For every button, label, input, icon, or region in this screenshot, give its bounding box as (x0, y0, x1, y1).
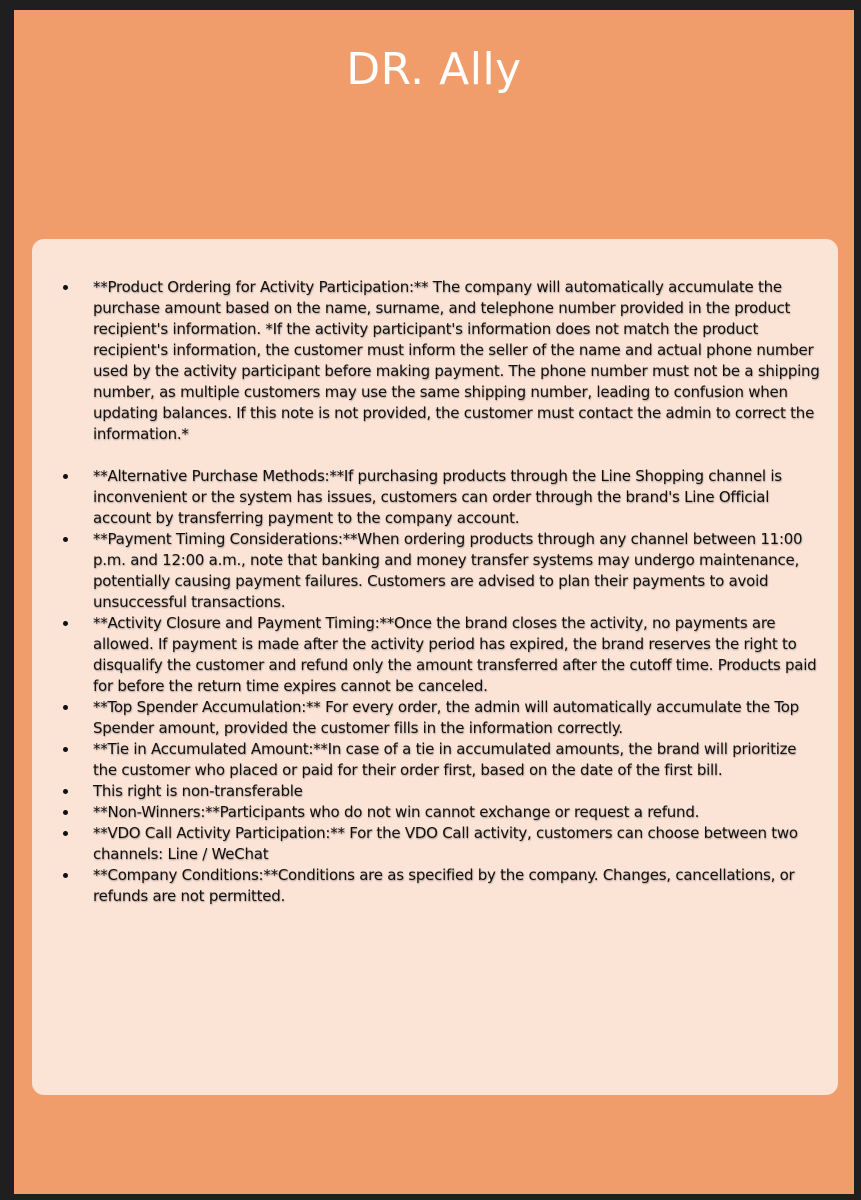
terms-list (59, 277, 821, 907)
page (14, 10, 854, 1194)
term-product-ordering: **Product Ordering for Activity Participation:** The company will automatically accumulate the purchase amount based on the name, surname, and telephone number provided in the product recipient's information. *If the activity participant's information does not match the product recipient's information, the customer must inform the seller of the name and actual phone number used by the activity participant before making payment. The phone number must not be a shipping number, as multiple customers may use the same shipping number, leading to confusion when updating balances. If this note is not provided, the customer must contact the admin to correct the information.* (59, 277, 821, 445)
term-alternative-purchase: **Alternative Purchase Methods:**If purchasing products through the Line Shopping channel is inconvenient or the system has issues, customers can order through the brand's Line Official account by transferring payment to the company account. (59, 466, 821, 529)
term-top-spender: **Top Spender Accumulation:** For every order, the admin will automatically accumulate the Top Spender amount, provided the customer fills in the information correctly. (59, 697, 821, 739)
term-activity-closure: **Activity Closure and Payment Timing:**Once the brand closes the activity, no payments are allowed. If payment is made after the activity period has expired, the brand reserves the right to disqualify the customer and refund only the amount transferred after the cutoff time. Products paid for before the return time expires cannot be canceled. (59, 613, 821, 697)
term-non-transferable: This right is non-transferable (59, 781, 821, 802)
term-company-conditions: **Company Conditions:**Conditions are as specified by the company. Changes, cancellations, or refunds are not permitted. (59, 865, 821, 907)
terms-card (32, 239, 838, 1095)
term-vdo-call: **VDO Call Activity Participation:** For the VDO Call activity, customers can choose between two channels: Line / WeChat (59, 823, 821, 865)
term-non-winners: **Non-Winners:**Participants who do not win cannot exchange or request a refund. (59, 802, 821, 823)
term-tie-amount: **Tie in Accumulated Amount:**In case of a tie in accumulated amounts, the brand will prioritize the customer who placed or paid for their order first, based on the date of the first bill. (59, 739, 821, 781)
brand-title: DR. Ally (346, 44, 522, 95)
term-payment-timing: **Payment Timing Considerations:**When ordering products through any channel between 11:00 p.m. and 12:00 a.m., note that banking and money transfer systems may undergo maintenance, potentially causing payment failures. Customers are advised to plan their payments to avoid unsuccessful transactions. (59, 529, 821, 613)
